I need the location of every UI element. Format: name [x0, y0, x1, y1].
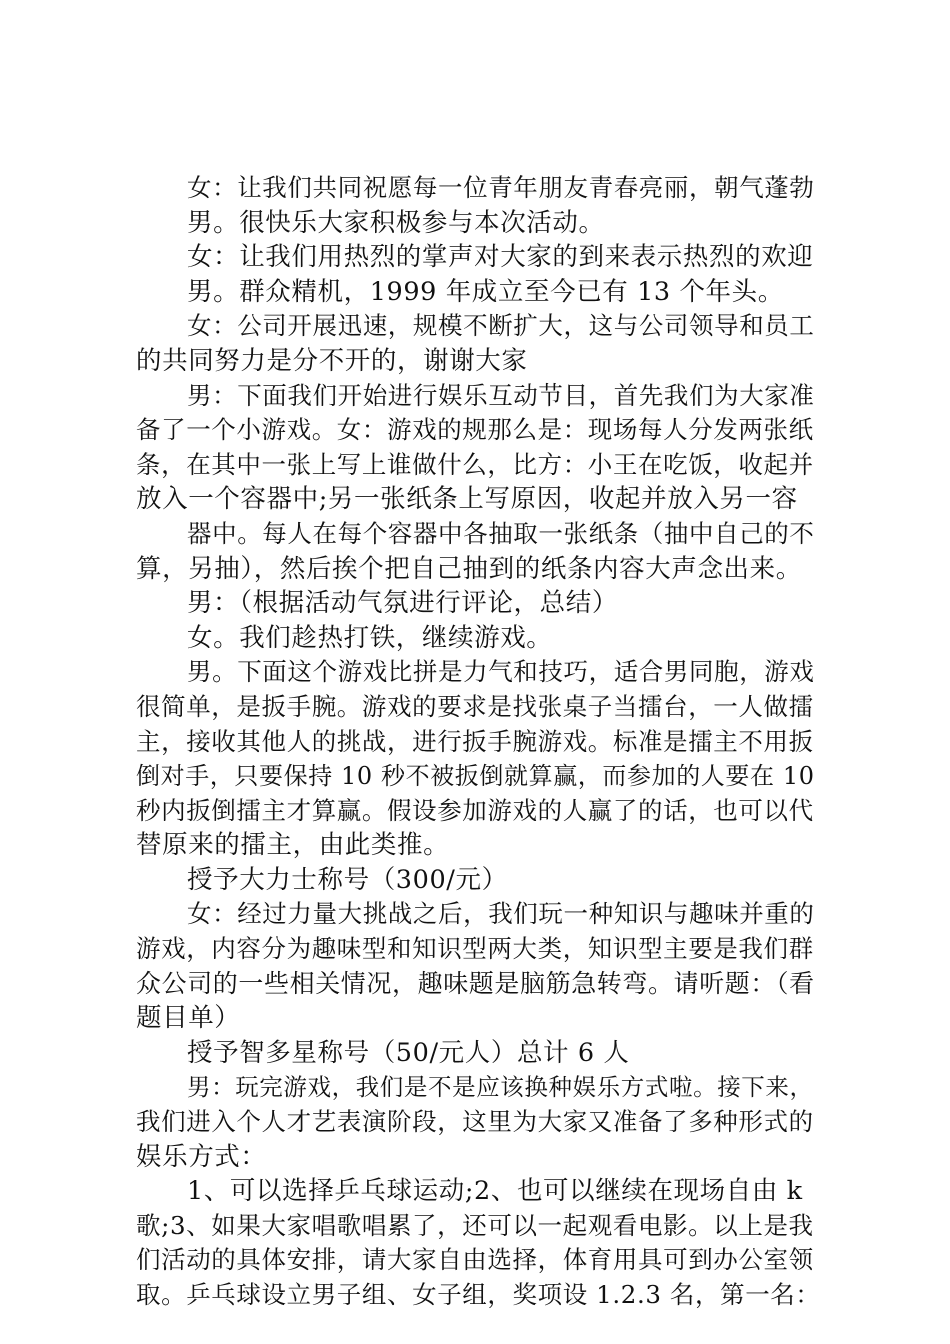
text-line: 很简单，是扳手腕。游戏的要求是找张桌子当擂台，一人做擂 — [136, 691, 814, 721]
text-line: 游戏，内容分为趣味型和知识型两大类，知识型主要是我们群 — [136, 934, 814, 964]
text-line: 歌;3、如果大家唱歌唱累了，还可以一起观看电影。以上是我 — [136, 1210, 814, 1240]
text-line: 1、可以选择乒乓球运动;2、也可以继续在现场自由 k — [187, 1176, 803, 1207]
text-line: 男：下面我们开始进行娱乐互动节目，首先我们为大家准 — [187, 380, 815, 410]
text-line: 女：让我们用热烈的掌声对大家的到来表示热烈的欢迎 — [187, 242, 814, 273]
text-line: 男。下面这个游戏比拼是力气和技巧，适合男同胞，游戏 — [187, 657, 815, 687]
text-line: 算，另抽），然后挨个把自己抽到的纸条内容大声念出来。 — [136, 553, 802, 584]
text-line: 娱乐方式： — [136, 1141, 267, 1172]
text-line: 备了一个小游戏。女：游戏的规那么是：现场每人分发两张纸 — [136, 415, 814, 445]
text-line: 授予智多星称号（50/元人）总计 6 人 — [187, 1037, 630, 1068]
text-line: 的共同努力是分不开的，谢谢大家 — [136, 345, 528, 376]
text-line: 授予大力士称号（300/元） — [187, 864, 508, 895]
text-line: 器中。每人在每个容器中各抽取一张纸条（抽中自己的不 — [187, 518, 815, 548]
text-line: 取。乒乓球设立男子组、女子组，奖项设 1.2.3 名，第一名： — [136, 1280, 821, 1309]
text-line: 放入一个容器中;另一张纸条上写原因，收起并放入另一容 — [136, 484, 798, 515]
text-line: 男：玩完游戏，我们是不是应该换种娱乐方式啦。接下来， — [187, 1073, 814, 1102]
text-line: 题目单） — [136, 1003, 241, 1034]
text-line: 秒内扳倒擂主才算赢。假设参加游戏的人赢了的话，也可以代 — [136, 795, 814, 825]
text-line: 男。群众精机，1999 年成立至今已有 13 个年头。 — [187, 276, 784, 307]
document-body — [136, 171, 826, 1313]
text-line: 女：让我们共同祝愿每一位青年朋友青春亮丽，朝气蓬勃 — [187, 173, 815, 202]
text-line: 女：经过力量大挑战之后，我们玩一种知识与趣味并重的 — [187, 899, 815, 929]
text-line: 替原来的擂主，由此类推。 — [136, 830, 450, 861]
text-line: 倒对手，只要保持 10 秒不被扳倒就算赢，而参加的人要在 10 — [136, 762, 815, 791]
text-line: 男：（根据活动气氛进行评论，总结） — [187, 588, 618, 619]
text-line: 主，接收其他人的挑战，进行扳手腕游戏。标准是擂主不用扳 — [136, 726, 814, 756]
text-line: 女：公司开展迅速，规模不断扩大，这与公司领导和员工 — [187, 311, 815, 341]
text-line: 我们进入个人才艺表演阶段，这里为大家又准备了多种形式的 — [136, 1107, 814, 1137]
text-line: 们活动的具体安排，请大家自由选择，体育用具可到办公室领 — [136, 1245, 814, 1275]
text-line: 条，在其中一张上写上谁做什么，比方：小王在吃饭，收起并 — [136, 449, 814, 479]
text-line: 女。我们趁热打铁，继续游戏。 — [187, 622, 553, 653]
text-line: 众公司的一些相关情况，趣味题是脑筋急转弯。请听题：（看 — [136, 968, 815, 998]
text-line: 男。很快乐大家积极参与本次活动。 — [187, 207, 605, 238]
